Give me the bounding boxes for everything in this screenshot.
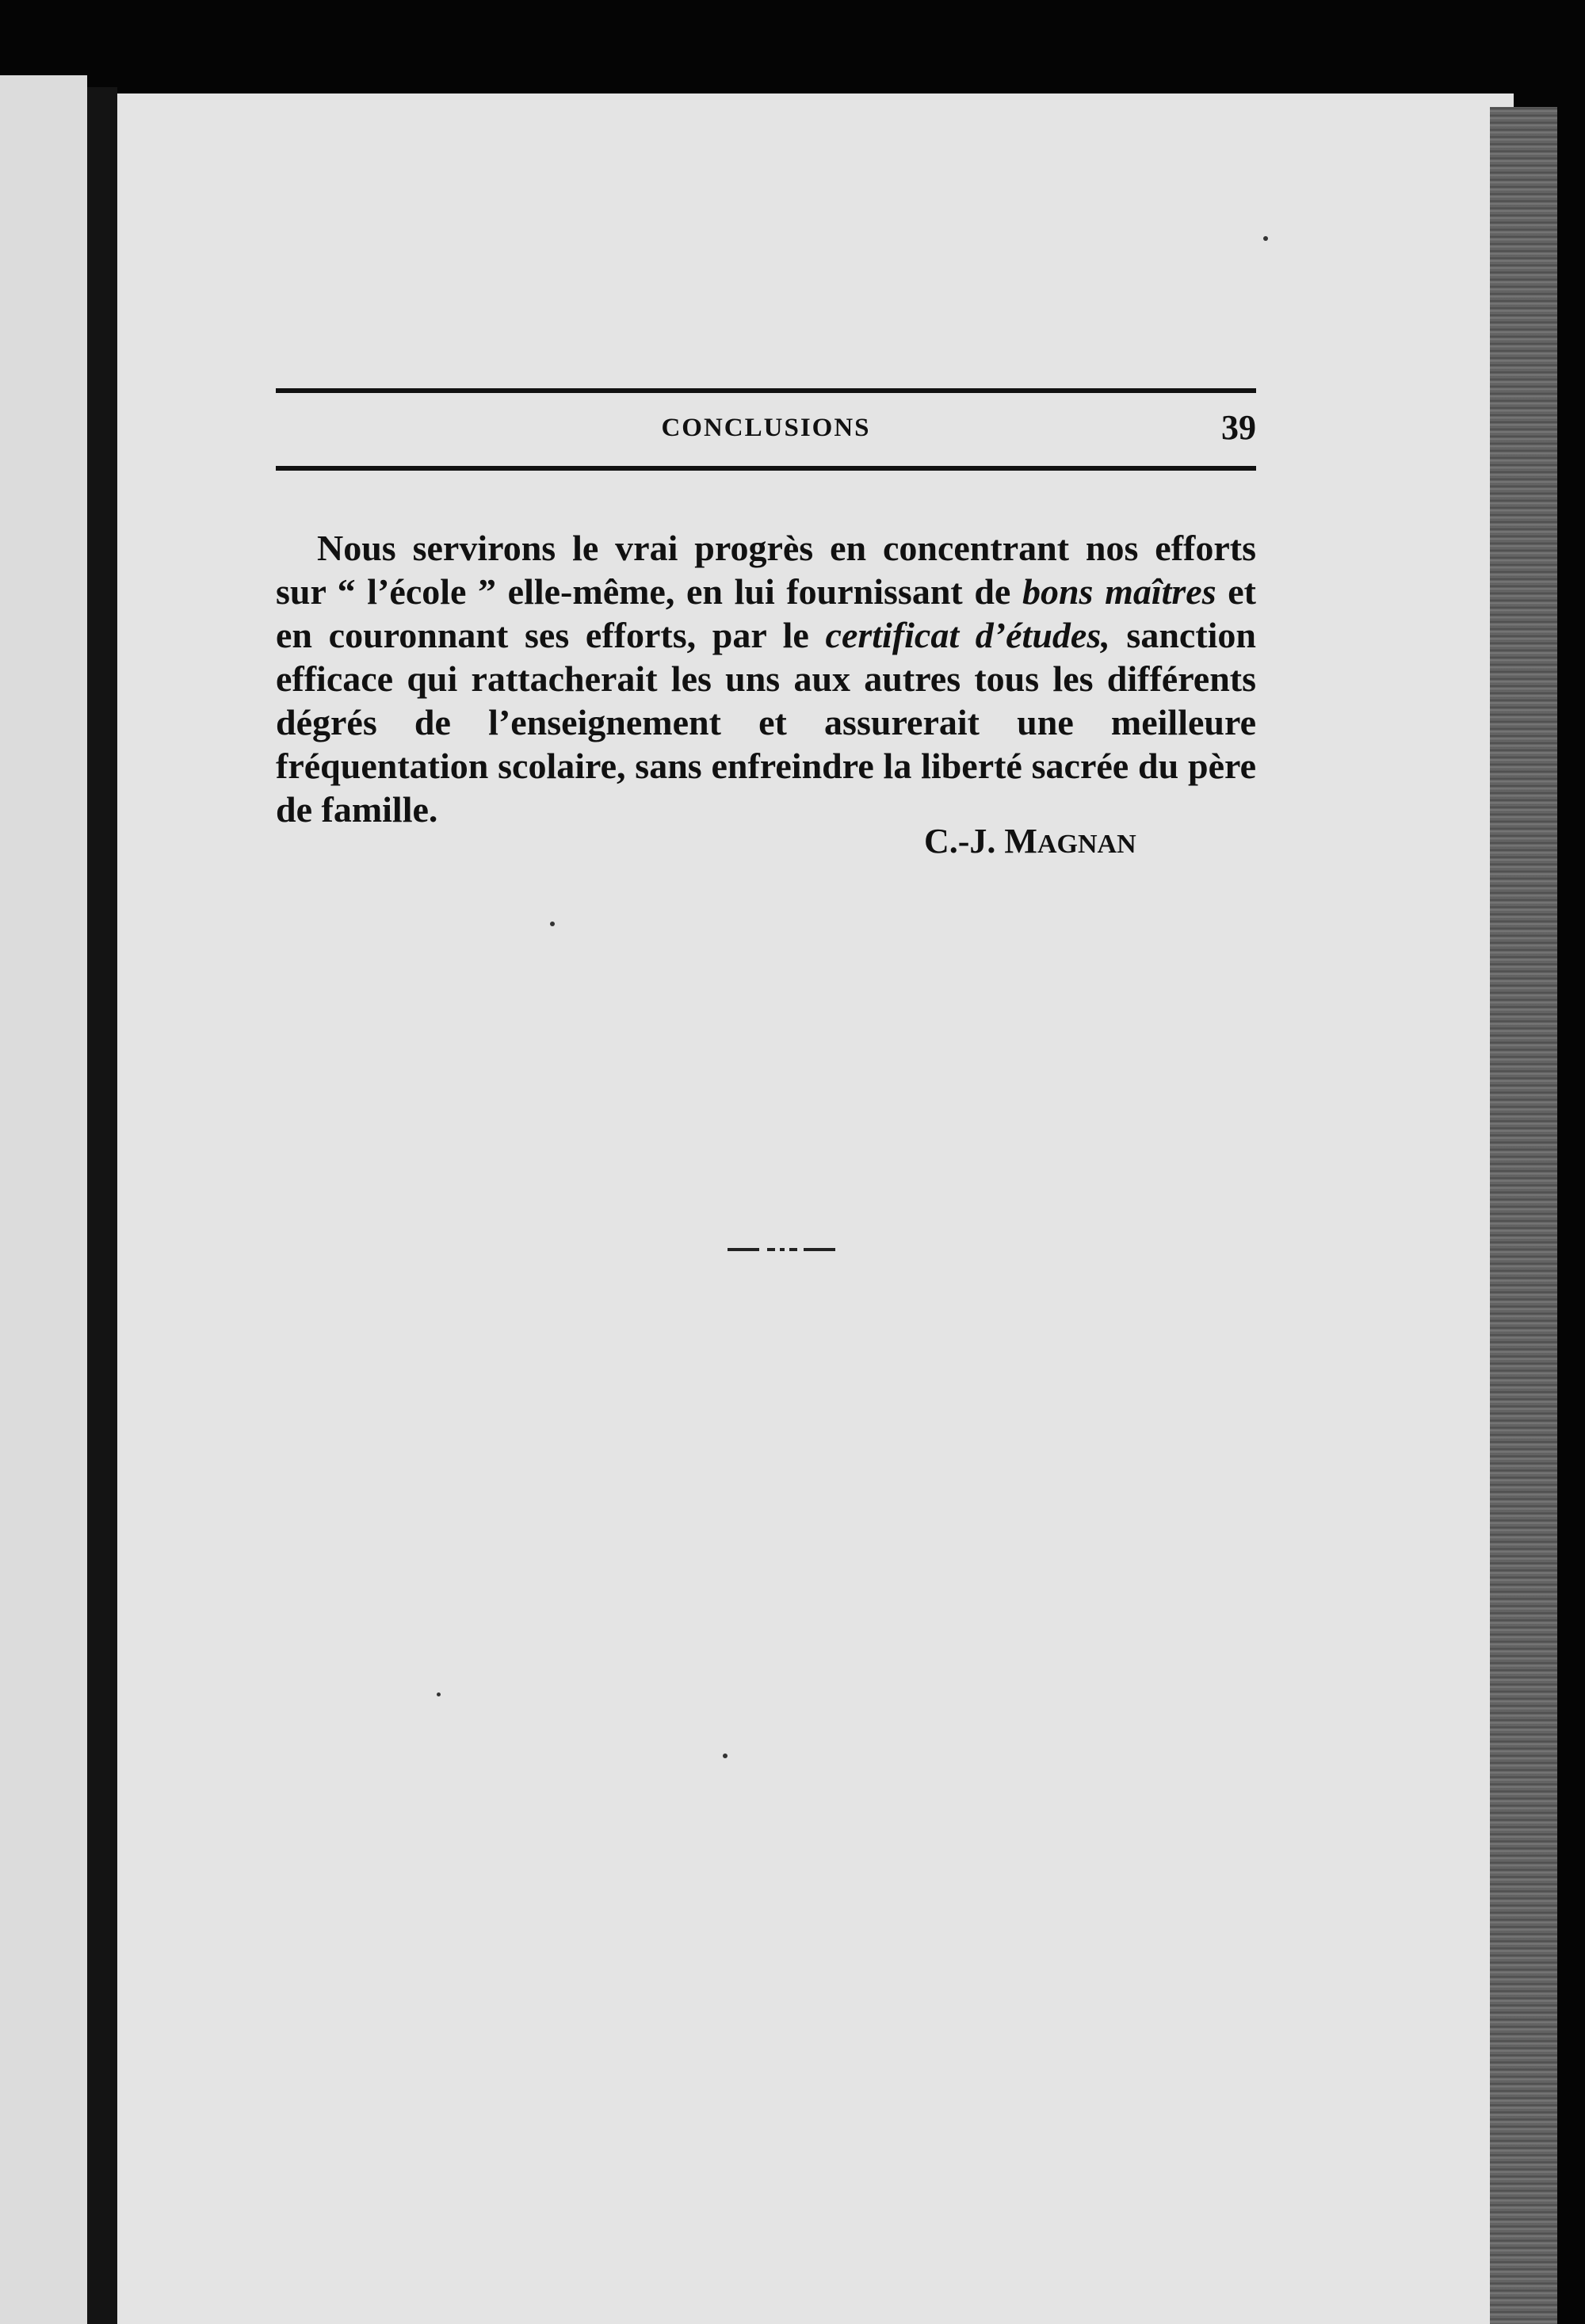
- page-number: 39: [1221, 408, 1256, 447]
- body-text-part-2: et en couronnant ses efforts, par le: [276, 571, 1256, 655]
- signature-initials: C.-J. M: [924, 822, 1037, 861]
- scan-speck: [723, 1753, 728, 1758]
- header-rule-bottom: [276, 466, 1256, 471]
- running-head: [276, 407, 1256, 455]
- body-paragraph: [276, 526, 1256, 831]
- book-page: [117, 93, 1514, 2324]
- page-content: [117, 93, 1490, 2324]
- ornament-dot-3: [789, 1248, 797, 1251]
- scan-speck: [550, 922, 555, 926]
- ornament-dash-right: [804, 1248, 835, 1251]
- header-rule-top: [276, 388, 1256, 393]
- ornament-dot-1: [767, 1248, 775, 1251]
- author-signature: [924, 821, 1136, 861]
- page-edge-texture: [1490, 107, 1557, 2324]
- signature-surname-smallcaps: AGNAN: [1037, 830, 1136, 859]
- ornament-dot-2: [780, 1248, 785, 1251]
- book-spine: [87, 87, 117, 2324]
- end-ornament: [728, 1248, 835, 1253]
- scan-speck: [437, 1692, 441, 1696]
- ornament-dash-left: [728, 1248, 759, 1251]
- left-page-edge: [0, 75, 87, 2324]
- running-title: CONCLUSIONS: [661, 414, 871, 442]
- body-italic-certificat: certificat d’études,: [825, 615, 1110, 655]
- body-text-part-1: Nous servirons le vrai progrès en concentrant nos efforts sur “ l’école ” elle-même, en lui fournissant de: [276, 528, 1256, 612]
- body-italic-bons-maitres: bons maîtres: [1022, 571, 1216, 612]
- body-text-part-3: sanction efficace qui rattacherait les uns aux autres tous les différents dégrés de l’enseignement et assurerait une meilleure fréquentation scolaire, sans enfreindre la liberté sacrée du père de famille.: [276, 615, 1256, 830]
- scan-speck: [1263, 236, 1268, 241]
